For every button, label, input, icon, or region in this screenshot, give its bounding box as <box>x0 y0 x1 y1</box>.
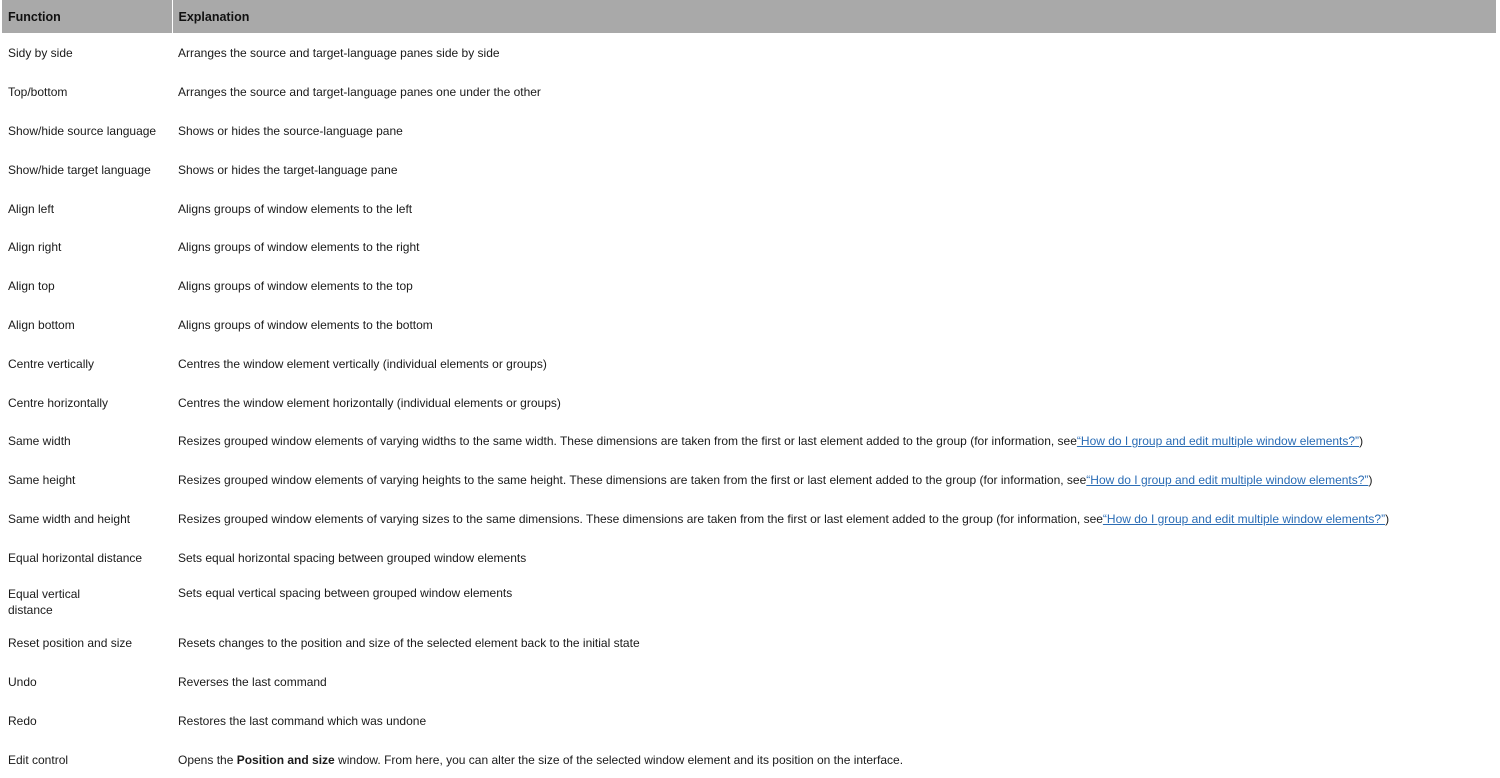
position-and-size-window-name: Position and size <box>236 752 335 767</box>
explanation-cell: Shows or hides the source-language pane <box>178 123 403 138</box>
table-row <box>2 623 1496 662</box>
explanation-cell: Aligns groups of window elements to the left <box>178 201 413 216</box>
function-cell: Align bottom <box>8 317 75 332</box>
explanation-cell <box>172 499 1496 538</box>
explanation-cell: Sets equal horizontal spacing between grouped window elements <box>178 550 527 565</box>
group-edit-help-link[interactable]: “How do I group and edit multiple window elements?” <box>1076 434 1360 449</box>
explanation-cell <box>172 739 1496 778</box>
explanation-cell: Arranges the source and target-language panes side by side <box>178 46 500 61</box>
function-cell: Top/bottom <box>8 85 68 100</box>
explanation-cell: Aligns groups of window elements to the top <box>178 279 413 294</box>
explanation-cell: Restores the last command which was undone <box>178 713 427 728</box>
table-row <box>2 421 1496 460</box>
table-row <box>2 33 1496 72</box>
function-cell: Same height <box>8 473 76 488</box>
header-row <box>2 0 1496 33</box>
table-row <box>2 227 1496 266</box>
table-row <box>2 739 1496 778</box>
table-row <box>2 382 1496 421</box>
function-cell: Centre horizontally <box>8 395 109 410</box>
explanation-cell <box>172 460 1496 499</box>
explanation-text: window. From here, you can alter the size of the selected window element and its position on the interface. <box>338 752 904 767</box>
explanation-closing: ) <box>1359 434 1364 449</box>
function-cell: Equal horizontal distance <box>8 550 143 565</box>
explanation-cell: Arranges the source and target-language panes one under the other <box>178 85 541 100</box>
function-cell: Align right <box>8 240 62 255</box>
function-cell: Undo <box>8 675 37 690</box>
header-explanation: Explanation <box>172 0 1496 33</box>
table-row <box>2 188 1496 227</box>
table-row <box>2 266 1496 305</box>
explanation-cell: Centres the window element horizontally (individual elements or groups) <box>178 395 561 410</box>
table-row <box>2 343 1496 382</box>
table-row <box>2 662 1496 701</box>
table-header <box>2 0 1496 33</box>
explanation-closing: ) <box>1368 473 1373 488</box>
function-text: Equal vertical distance <box>8 587 81 618</box>
explanation-cell: Aligns groups of window elements to the bottom <box>178 317 433 332</box>
table-row <box>2 460 1496 499</box>
group-edit-help-link[interactable]: “How do I group and edit multiple window elements?” <box>1102 511 1386 526</box>
explanation-cell: Centres the window element vertically (individual elements or groups) <box>178 356 547 371</box>
function-cell: Reset position and size <box>8 636 133 651</box>
table-row <box>2 149 1496 188</box>
explanation-text: Resizes grouped window elements of varying heights to the same height. These dimensions are taken from the first or last element added to the group (for information, see <box>178 473 1087 488</box>
function-cell: Same width <box>8 434 71 449</box>
explanation-cell: Sets equal vertical spacing between grouped window elements <box>178 586 513 601</box>
explanation-cell <box>172 421 1496 460</box>
explanation-cell: Aligns groups of window elements to the right <box>178 240 420 255</box>
function-cell: Sidy by side <box>8 46 73 61</box>
function-cell: Edit control <box>8 752 69 767</box>
function-cell: Align left <box>8 201 55 216</box>
functions-table <box>2 0 1496 778</box>
function-cell: Align top <box>8 279 55 294</box>
table-row <box>2 499 1496 538</box>
function-cell: Centre vertically <box>8 356 95 371</box>
explanation-text: Resizes grouped window elements of varying widths to the same width. These dimensions are taken from the first or last element added to the group (for information, see <box>178 434 1077 449</box>
explanation-cell: Shows or hides the target-language pane <box>178 162 398 177</box>
explanation-closing: ) <box>1385 511 1390 526</box>
function-cell: Same width and height <box>8 511 131 526</box>
explanation-cell: Resets changes to the position and size of the selected element back to the initial state <box>178 636 640 651</box>
explanation-cell: Reverses the last command <box>178 675 327 690</box>
explanation-text: Opens the <box>178 752 234 767</box>
table-row <box>2 537 1496 576</box>
table-row <box>2 701 1496 740</box>
group-edit-help-link[interactable]: “How do I group and edit multiple window elements?” <box>1086 473 1369 488</box>
table-row <box>2 576 1496 623</box>
table-row <box>2 111 1496 150</box>
table-row <box>2 72 1496 111</box>
table-body <box>2 33 1496 778</box>
header-function: Function <box>2 0 172 33</box>
explanation-text: Resizes grouped window elements of varying sizes to the same dimensions. These dimensions are taken from the first or last element added to the group (for information, see <box>178 511 1103 526</box>
function-cell: Redo <box>8 713 37 728</box>
table-row <box>2 305 1496 344</box>
function-cell: Show/hide target language <box>8 162 151 177</box>
function-cell <box>2 576 172 623</box>
function-cell: Show/hide source language <box>8 123 157 138</box>
